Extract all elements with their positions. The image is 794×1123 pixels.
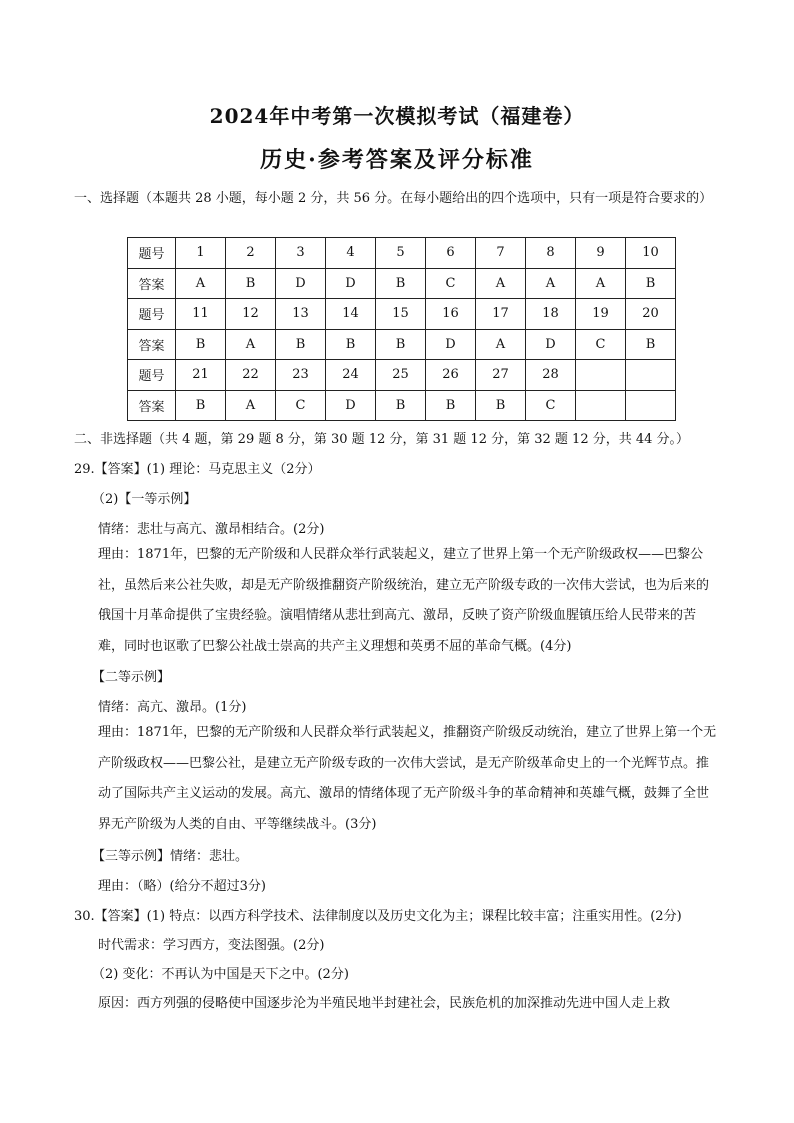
- answer-cell: B: [176, 329, 226, 360]
- question-number-cell: 13: [276, 299, 326, 330]
- answer-row: [128, 390, 676, 421]
- question-number-cell: 25: [376, 360, 426, 391]
- question-number-row: [128, 299, 676, 330]
- question-number-row: [128, 360, 676, 391]
- answer-row-label: 答案: [128, 268, 176, 299]
- q30-line-3: （2) 变化：不再认为中国是天下之中。(2分): [92, 967, 349, 982]
- answer-row: [128, 329, 676, 360]
- question-number-cell: 23: [276, 360, 326, 391]
- question-number-cell: [576, 360, 626, 391]
- question-number-cell: 10: [626, 238, 676, 269]
- question-number-row-label: 题号: [128, 360, 176, 391]
- answer-cell: A: [476, 268, 526, 299]
- q29-line-3: 情绪：悲壮与高亢、激昂相结合。(2分): [98, 522, 325, 537]
- answer-cell: B: [376, 268, 426, 299]
- question-number-cell: 18: [526, 299, 576, 330]
- answer-cell: B: [426, 390, 476, 421]
- question-number-cell: 11: [176, 299, 226, 330]
- question-number-row-label: 题号: [128, 238, 176, 269]
- q29-paragraph-2: 理由：1871年，巴黎的无产阶级和人民群众举行武装起义，推翻资产阶级反动统治，建立了世界上第一个无产阶级政权——巴黎公社，是建立无产阶级专政的一次伟大尝试，是无产阶级革命史上的一个光辉节点。推动了国际共产主义运动的发展。高亢、激昂的情绪体现了无产阶级斗争的革命精神和英雄气概，鼓舞了全世界无产阶级为人类的自由、平等继续战斗。(3分): [98, 725, 717, 832]
- question-number-cell: 20: [626, 299, 676, 330]
- question-number-cell: 22: [226, 360, 276, 391]
- q30-line-2: 时代需求：学习西方，变法图强。(2分): [98, 938, 325, 953]
- q29-line-6: 【三等示例】情绪：悲壮。: [92, 849, 249, 864]
- q29-line-5: 情绪：高亢、激昂。(1分): [98, 700, 247, 715]
- answer-cell: B: [626, 268, 676, 299]
- section2-heading: 二、非选择题（共 4 题，第 29 题 8 分，第 30 题 12 分，第 31 题 12 分，第 32 题 12 分，共 44 分。）: [74, 432, 690, 447]
- q29-line-4: 【二等示例】: [92, 670, 171, 685]
- question-number-cell: 27: [476, 360, 526, 391]
- answer-cell: A: [476, 329, 526, 360]
- question-number-cell: 21: [176, 360, 226, 391]
- answer-cell: B: [476, 390, 526, 421]
- answer-table: [127, 237, 676, 421]
- question-number-cell: 5: [376, 238, 426, 269]
- answer-cell: B: [376, 390, 426, 421]
- question-number-cell: 4: [326, 238, 376, 269]
- answer-cell: D: [526, 329, 576, 360]
- q29-line-1: 29.【答案】(1) 理论：马克思主义（2分）: [74, 462, 321, 477]
- question-number-cell: 19: [576, 299, 626, 330]
- question-number-cell: 12: [226, 299, 276, 330]
- answer-cell: C: [576, 329, 626, 360]
- question-number-cell: 6: [426, 238, 476, 269]
- answer-cell: C: [426, 268, 476, 299]
- exam-title: 2024年中考第一次模拟考试（福建卷）: [209, 104, 585, 128]
- question-number-cell: 28: [526, 360, 576, 391]
- section1-heading: 一、选择题（本题共 28 小题，每小题 2 分，共 56 分。在每小题给出的四个选项中，只有一项是符合要求的）: [74, 191, 713, 206]
- answer-row: [128, 268, 676, 299]
- answer-cell: B: [376, 329, 426, 360]
- answer-cell: D: [426, 329, 476, 360]
- answer-cell: B: [626, 329, 676, 360]
- q29-line-2: （2)【一等示例】: [92, 492, 197, 507]
- question-number-cell: 16: [426, 299, 476, 330]
- q29-line-7: 理由：（略）(给分不超过3分): [98, 879, 266, 894]
- q29-paragraph-1: 理由：1871年，巴黎的无产阶级和人民群众举行武装起义，建立了世界上第一个无产阶级政权——巴黎公社，虽然后来公社失败，却是无产阶级推翻资产阶级统治，建立无产阶级专政的一次伟大尝试，也为后来的俄国十月革命提供了宝贵经验。演唱情绪从悲壮到高亢、激昂，反映了资产阶级血腥镇压给人民带来的苦难，同时也讴歌了巴黎公社战士崇高的共产主义理想和英勇不屈的革命气概。(4分): [98, 547, 710, 654]
- answer-cell: A: [226, 329, 276, 360]
- question-number-cell: 8: [526, 238, 576, 269]
- exam-subtitle: 历史·参考答案及评分标准: [260, 147, 534, 173]
- question-number-cell: 15: [376, 299, 426, 330]
- answer-cell: A: [226, 390, 276, 421]
- answer-cell: B: [176, 390, 226, 421]
- question-number-cell: 14: [326, 299, 376, 330]
- answer-cell: [576, 390, 626, 421]
- answer-cell: B: [226, 268, 276, 299]
- question-number-cell: 17: [476, 299, 526, 330]
- answer-cell: C: [276, 390, 326, 421]
- q30-line-4: 原因：西方列强的侵略使中国逐步沦为半殖民地半封建社会，民族危机的加深推动先进中国人走上救: [98, 996, 671, 1011]
- answer-cell: D: [326, 268, 376, 299]
- question-number-row-label: 题号: [128, 299, 176, 330]
- question-number-cell: [626, 360, 676, 391]
- answer-row-label: 答案: [128, 390, 176, 421]
- question-number-cell: 3: [276, 238, 326, 269]
- answer-cell: A: [526, 268, 576, 299]
- q30-line-1: 30.【答案】(1) 特点：以西方科学技术、法律制度以及历史文化为主；课程比较丰富；注重实用性。(2分): [74, 909, 682, 924]
- answer-cell: C: [526, 390, 576, 421]
- answer-cell: [626, 390, 676, 421]
- answer-cell: D: [276, 268, 326, 299]
- question-number-cell: 26: [426, 360, 476, 391]
- answer-cell: B: [326, 329, 376, 360]
- question-number-cell: 2: [226, 238, 276, 269]
- question-number-cell: 1: [176, 238, 226, 269]
- question-number-cell: 24: [326, 360, 376, 391]
- answer-cell: B: [276, 329, 326, 360]
- answer-cell: A: [176, 268, 226, 299]
- answer-cell: A: [576, 268, 626, 299]
- answer-cell: D: [326, 390, 376, 421]
- question-number-cell: 9: [576, 238, 626, 269]
- answer-row-label: 答案: [128, 329, 176, 360]
- question-number-cell: 7: [476, 238, 526, 269]
- question-number-row: [128, 238, 676, 269]
